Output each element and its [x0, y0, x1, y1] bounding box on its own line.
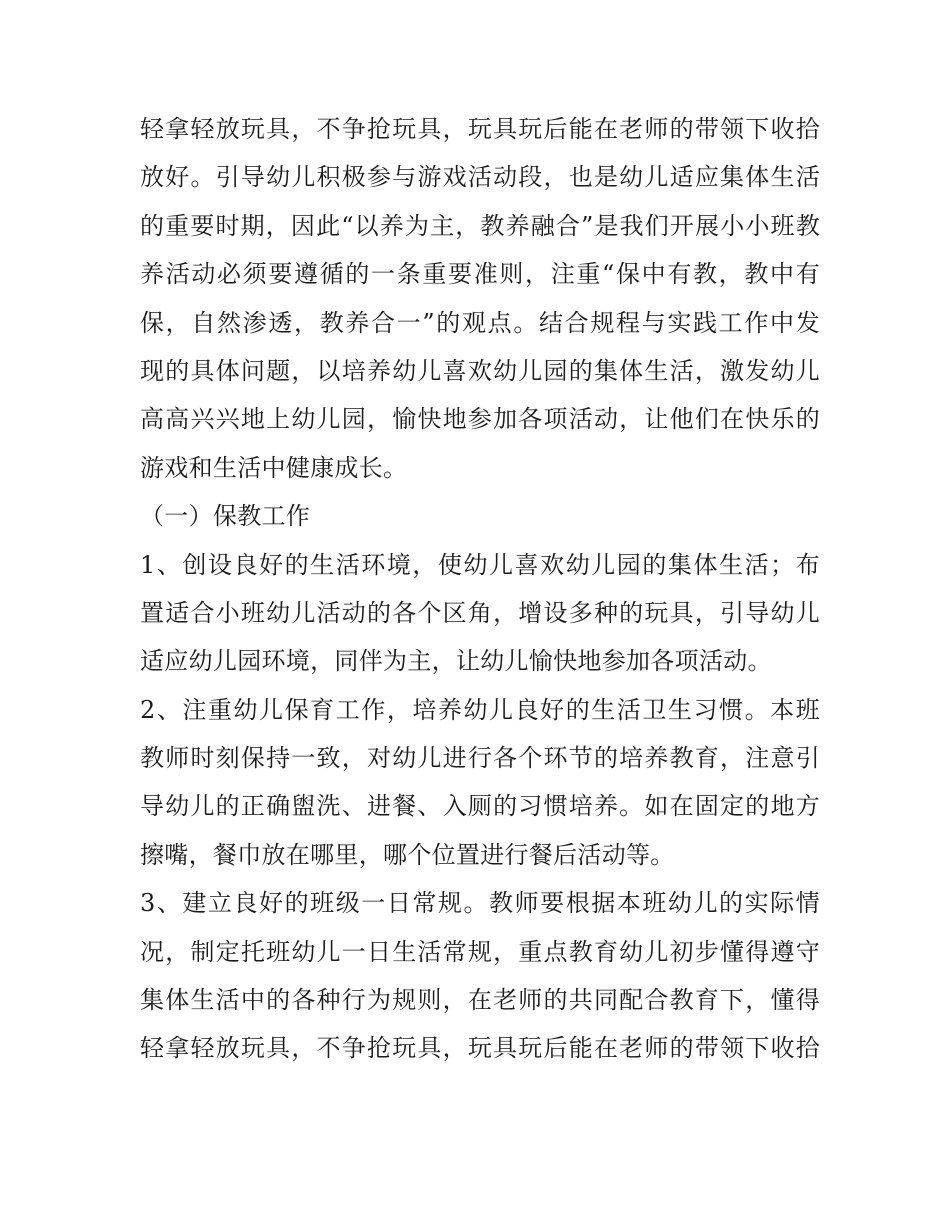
list-item-line: 2、注重幼儿保育工作，培养幼儿良好的生活卫生习惯。本班 [140, 695, 820, 724]
section-heading: （一）保教工作 [140, 502, 311, 531]
text-line: 现的具体问题，以培养幼儿喜欢幼儿园的集体生活，激发幼儿 [140, 356, 820, 385]
text-line: 放好。引导幼儿积极参与游戏活动段，也是幼儿适应集体生活 [140, 163, 820, 192]
text-line: 高高兴兴地上幼儿园，愉快地参加各项活动，让他们在快乐的 [140, 405, 820, 434]
list-item-line: 1、创设良好的生活环境，使幼儿喜欢幼儿园的集体生活；布 [140, 550, 820, 579]
list-item-end-line: 适应幼儿园环境，同伴为主，让幼儿愉快地参加各项活动。 [140, 647, 772, 676]
paragraph-end-line: 游戏和生活中健康成长。 [140, 453, 408, 482]
list-item-line: 轻拿轻放玩具，不争抢玩具，玩具玩后能在老师的带领下收拾 [140, 1034, 820, 1063]
list-item-line: 教师时刻保持一致，对幼儿进行各个环节的培养教育，注意引 [140, 744, 820, 773]
text-line: 养活动必须要遵循的一条重要准则，注重“保中有教，教中有 [140, 260, 820, 289]
text-line: 的重要时期，因此“以养为主，教养融合”是我们开展小小班教 [140, 211, 820, 240]
list-item-line: 3、建立良好的班级一日常规。教师要根据本班幼儿的实际情 [140, 889, 820, 918]
text-line: 保，自然渗透，教养合一”的观点。结合规程与实践工作中发 [140, 308, 820, 337]
list-item-line: 置适合小班幼儿活动的各个区角，增设多种的玩具，引导幼儿 [140, 598, 820, 627]
list-item-line: 集体生活中的各种行为规则，在老师的共同配合教育下，懂得 [140, 986, 820, 1015]
document-body [140, 105, 820, 1073]
list-item-end-line: 擦嘴，餐巾放在哪里，哪个位置进行餐后活动等。 [140, 840, 675, 869]
list-item-line: 况，制定托班幼儿一日生活常规，重点教育幼儿初步懂得遵守 [140, 937, 820, 966]
list-item-line: 导幼儿的正确盥洗、进餐、入厕的习惯培养。如在固定的地方 [140, 792, 820, 821]
text-line: 轻拿轻放玩具，不争抢玩具，玩具玩后能在老师的带领下收拾 [140, 115, 820, 143]
